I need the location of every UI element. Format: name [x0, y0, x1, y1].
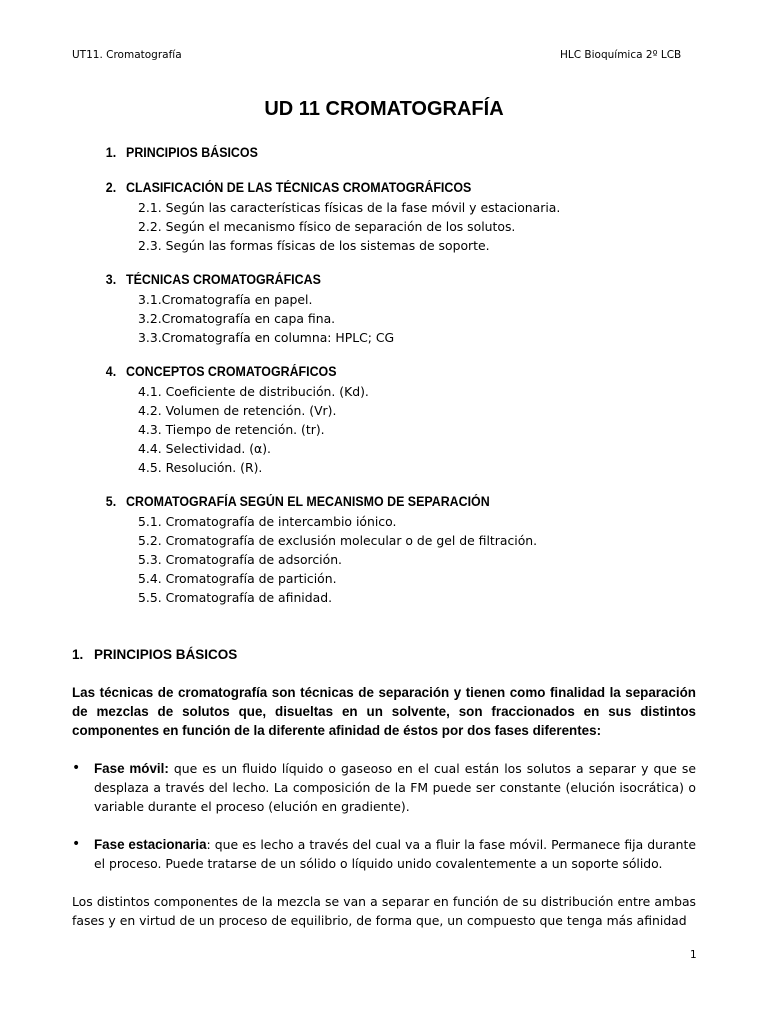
- body-paragraph: Los distintos componentes de la mezcla se van a separar en función de su distribución entre ambas fases y en virtud de un proceso de equilibrio, de forma que, un compuesto que tenga más afinidad: [72, 894, 696, 928]
- document-title: UD 11 CROMATOGRAFÍA: [264, 98, 504, 120]
- intro-paragraph: Las técnicas de cromatografía son técnicas de separación y tienen como finalidad la separación de mezclas de solutos que, disueltas en un solvente, son fraccionados en sus distintos componentes en función de la diferente afinidad de éstos por dos fases diferentes:: [72, 685, 696, 738]
- toc-item: 4.3. Tiempo de retención. (tr).: [138, 422, 325, 437]
- toc-item: 5.5. Cromatografía de afinidad.: [138, 590, 333, 605]
- toc-item: 3.2.Cromatografía en capa fina.: [138, 311, 336, 326]
- toc-heading: [0, 270, 707, 290]
- bullet-term: Fase móvil:: [94, 761, 169, 776]
- toc-item: 2.3. Según las formas físicas de los sistemas de soporte.: [138, 238, 490, 253]
- bullet-icon: •: [72, 760, 81, 776]
- toc-section-4: [0, 362, 768, 477]
- bullet-description: : que es lecho a través del cual va a fluir la fase móvil. Permanece fija durante el proceso. Puede tratarse de un sólido o líquido unido covalentemente a un soporte sólido.: [94, 837, 696, 871]
- toc-item: 4.1. Coeficiente de distribución. (Kd).: [138, 384, 369, 399]
- bullet-fase-estacionaria: [72, 835, 696, 873]
- toc-section-1: [0, 143, 768, 163]
- toc-item: 5.3. Cromatografía de adsorción.: [138, 552, 342, 567]
- toc-item: 4.4. Selectividad. (α).: [138, 441, 271, 456]
- toc-title: CONCEPTOS CROMATOGRÁFICOS: [126, 364, 337, 379]
- toc-item: 4.2. Volumen de retención. (Vr).: [138, 403, 337, 418]
- toc-item: 5.4. Cromatografía de partición.: [138, 571, 337, 586]
- toc-title: PRINCIPIOS BÁSICOS: [126, 145, 258, 160]
- toc-number: 3.: [105, 272, 117, 287]
- toc-item: 5.2. Cromatografía de exclusión molecular o de gel de filtración.: [138, 533, 538, 548]
- header-right: HLC Bioquímica 2º LCB: [560, 49, 682, 61]
- toc-item: 2.1. Según las características físicas de la fase móvil y estacionaria.: [138, 200, 561, 215]
- toc-number: 5.: [105, 494, 117, 509]
- toc-section-3: [0, 270, 768, 347]
- toc-heading: [0, 362, 707, 382]
- toc-item: 4.5. Resolución. (R).: [138, 460, 263, 475]
- toc-heading: [0, 143, 707, 163]
- toc-heading: [0, 178, 707, 198]
- bullet-term: Fase estacionaria: [94, 837, 207, 852]
- toc-item: 5.1. Cromatografía de intercambio iónico.: [138, 514, 397, 529]
- section-number: 1.: [72, 647, 84, 662]
- toc-title: CLASIFICACIÓN DE LAS TÉCNICAS CROMATOGRÁFICOS: [126, 180, 472, 195]
- header-left: UT11. Cromatografía: [72, 49, 182, 61]
- toc-number: 1.: [105, 145, 117, 160]
- toc-heading: [0, 492, 707, 512]
- toc-title: TÉCNICAS CROMATOGRÁFICAS: [126, 272, 321, 287]
- toc-number: 2.: [105, 180, 117, 195]
- bullet-icon: •: [72, 836, 81, 852]
- table-of-contents: [0, 143, 768, 622]
- toc-section-2: [0, 178, 768, 255]
- bullet-fase-movil: [72, 759, 696, 816]
- toc-item: 2.2. Según el mecanismo físico de separación de los solutos.: [138, 219, 516, 234]
- toc-section-5: [0, 492, 768, 607]
- bullet-description: que es un fluido líquido o gaseoso en el cual están los solutos a separar y que se desplaza a través del lecho. La composición de la FM puede ser constante (elución isocrática) o variable durante el proceso (elución en gradiente).: [94, 761, 696, 814]
- toc-title: CROMATOGRAFÍA SEGÚN EL MECANISMO DE SEPARACIÓN: [126, 494, 490, 509]
- section-title: PRINCIPIOS BÁSICOS: [94, 647, 238, 662]
- page-number: 1: [690, 949, 697, 961]
- section-heading: [72, 645, 237, 665]
- toc-item: 3.1.Cromatografía en papel.: [138, 292, 313, 307]
- toc-number: 4.: [105, 364, 117, 379]
- bullet-text: [94, 835, 696, 873]
- toc-item: 3.3.Cromatografía en columna: HPLC; CG: [138, 330, 395, 345]
- bullet-text: [94, 759, 696, 816]
